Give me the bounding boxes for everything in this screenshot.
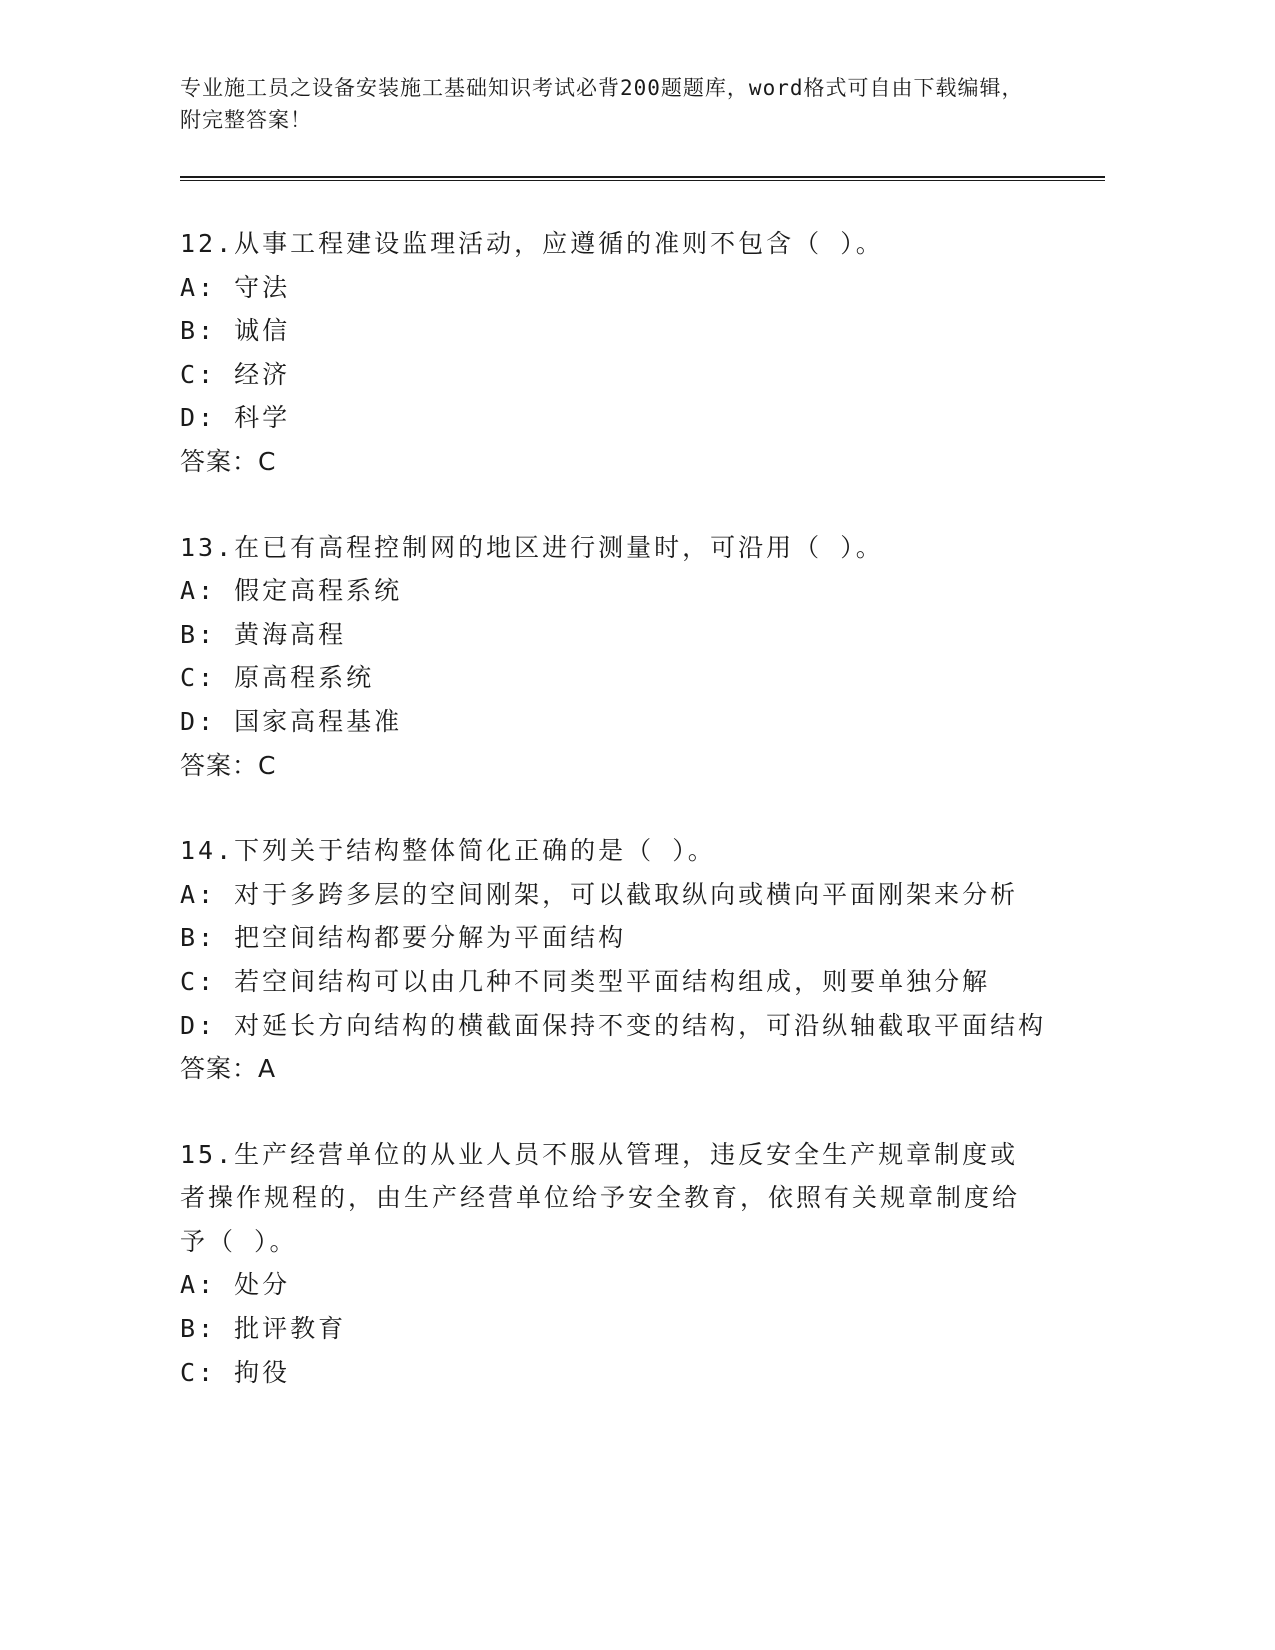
spacer [180, 484, 1105, 526]
option-d: D: 对延长方向结构的横截面保持不变的结构，可沿纵轴截取平面结构 [180, 1010, 1047, 1040]
document-header: 专业施工员之设备安装施工基础知识考试必背200题题库，word格式可自由下载编辑，附完整答案！ [180, 76, 1024, 132]
question-15 [180, 1133, 1105, 1395]
question-14 [180, 829, 1105, 1091]
option-b: B: 黄海高程 [180, 619, 347, 649]
question-13 [180, 526, 1105, 788]
option-d: D: 国家高程基准 [180, 706, 403, 736]
question-list [180, 222, 1105, 1394]
answer: 答案：C [180, 750, 277, 780]
header-divider-thin [180, 180, 1105, 181]
question-12 [180, 222, 1105, 484]
document-page [180, 0, 1105, 1650]
spacer [180, 1091, 1105, 1133]
option-b: B: 批评教育 [180, 1314, 347, 1344]
answer: 答案：A [180, 1054, 277, 1084]
question-text: 12.从事工程建设监理活动，应遵循的准则不包含（ ）。 [180, 229, 884, 258]
option-c: C: 拘役 [180, 1357, 291, 1387]
option-b: B: 把空间结构都要分解为平面结构 [180, 923, 627, 953]
option-a: A: 假定高程系统 [180, 576, 403, 606]
question-text: 15.生产经营单位的从业人员不服从管理，违反安全生产规章制度或者操作规程的，由生产经营单位给予安全教育，依照有关规章制度给予（ ）。 [180, 1139, 1021, 1256]
option-c: C: 经济 [180, 359, 291, 389]
question-text: 13.在已有高程控制网的地区进行测量时，可沿用（ ）。 [180, 532, 884, 562]
option-a: A: 处分 [180, 1270, 291, 1300]
header-divider-thick [180, 176, 1105, 178]
option-c: C: 原高程系统 [180, 663, 375, 693]
option-d: D: 科学 [180, 403, 291, 433]
answer: 答案：C [180, 446, 277, 476]
spacer [180, 787, 1105, 829]
question-text: 14.下列关于结构整体简化正确的是（ ）。 [180, 836, 716, 866]
option-a: A: 守法 [180, 272, 291, 302]
option-b: B: 诚信 [180, 316, 291, 346]
option-c: C: 若空间结构可以由几种不同类型平面结构组成，则要单独分解 [180, 966, 991, 996]
option-a: A: 对于多跨多层的空间刚架，可以截取纵向或横向平面刚架来分析 [180, 879, 1019, 909]
